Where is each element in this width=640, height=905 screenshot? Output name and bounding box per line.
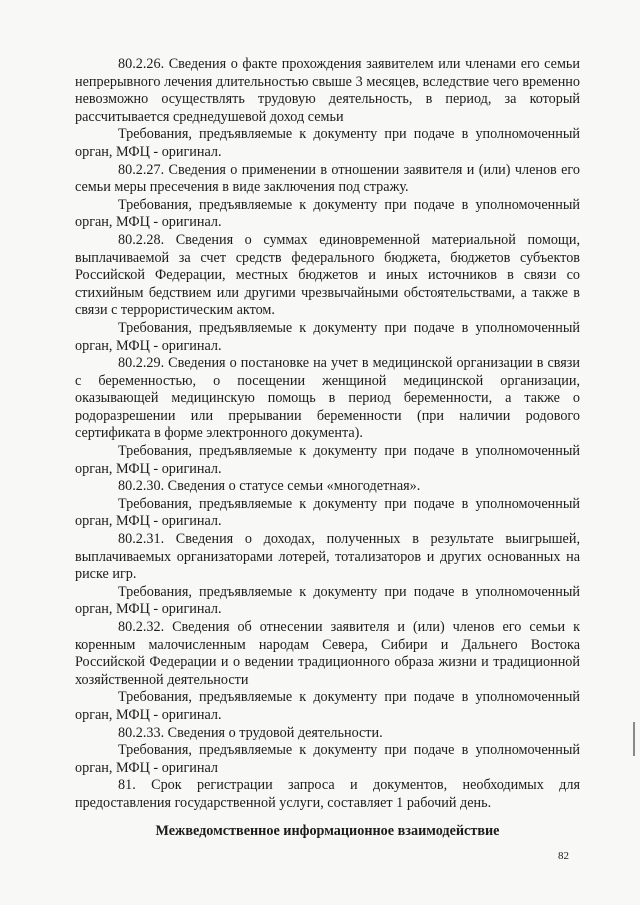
requirements-paragraph: Требования, предъявляемые к документу при подаче в уполномоченный орган, МФЦ - оригинал.	[75, 583, 580, 618]
paragraph-80-2-31: 80.2.31. Сведения о доходах, полученных в результате выигрышей, выплачиваемых организаторами лотерей, тотализаторов и других основанных на риске игр.	[75, 531, 580, 583]
section-heading: Межведомственное информационное взаимодействие	[155, 823, 500, 839]
requirements-paragraph: Требования, предъявляемые к документу при подаче в уполномоченный орган, МФЦ - оригинал.	[75, 443, 580, 477]
paragraph-80-2-29: 80.2.29. Сведения о постановке на учет в медицинской организации в связи с беременностью, о посещении женщиной медицинской организации, оказывающей медицинскую помощь в период беременности, а также о родоразрешении или прерывании беременности (при наличии родового сертификата в форме электронного документа).	[75, 355, 580, 442]
paragraph-80-2-28: 80.2.28. Сведения о суммах единовременной материальной помощи, выплачиваемой за счет средств федерального бюджета, бюджетов субъектов Российской Федерации, местных бюджетов и иных источников в связи со стихийным бедствием или другими чрезвычайными обстоятельствами, а также в связи с террористическим актом.	[75, 231, 580, 319]
requirements-paragraph: Требования, предъявляемые к документу при подаче в уполномоченный орган, МФЦ - оригинал	[75, 742, 580, 776]
paragraph-80-2-32: 80.2.32. Сведения об отнесении заявителя и (или) членов его семьи к коренным малочисленным народам Севера, Сибири и Дальнего Востока Российской Федерации и о ведении традиционного образа жизни и традиционной хозяйственной деятельности	[75, 619, 580, 688]
requirements-paragraph: Требования, предъявляемые к документу при подаче в уполномоченный орган, МФЦ - оригинал.	[75, 689, 580, 723]
requirements-paragraph: Требования, предъявляемые к документу при подаче в уполномоченный орган, МФЦ - оригинал.	[75, 319, 580, 354]
scan-edge-mark	[633, 722, 635, 756]
requirements-paragraph: Требования, предъявляемые к документу при подаче в уполномоченный орган, МФЦ - оригинал.	[75, 495, 580, 530]
document-body	[75, 56, 580, 813]
requirements-paragraph: Требования, предъявляемые к документу при подаче в уполномоченный орган, МФЦ - оригинал.	[75, 196, 580, 231]
paragraph-80-2-26: 80.2.26. Сведения о факте прохождения заявителем или членами его семьи непрерывного лечения длительностью свыше 3 месяцев, вследствие чего временно невозможно осуществлять трудовую деятельность, в период, за который рассчитывается среднедушевой доход семьи	[75, 56, 580, 125]
paragraph-80-2-27: 80.2.27. Сведения о применении в отношении заявителя и (или) членов его семьи меры пресечения в виде заключения под стражу.	[75, 161, 580, 196]
page-number: 82	[558, 850, 569, 862]
paragraph-80-2-30: 80.2.30. Сведения о статусе семьи «многодетная».	[118, 478, 421, 495]
paragraph-80-2-33: 80.2.33. Сведения о трудовой деятельности.	[118, 724, 383, 741]
requirements-paragraph: Требования, предъявляемые к документу при подаче в уполномоченный орган, МФЦ - оригинал.	[75, 126, 580, 160]
paragraph-81: 81. Срок регистрации запроса и документов, необходимых для предоставления государственной услуги, составляет 1 рабочий день.	[75, 777, 580, 811]
